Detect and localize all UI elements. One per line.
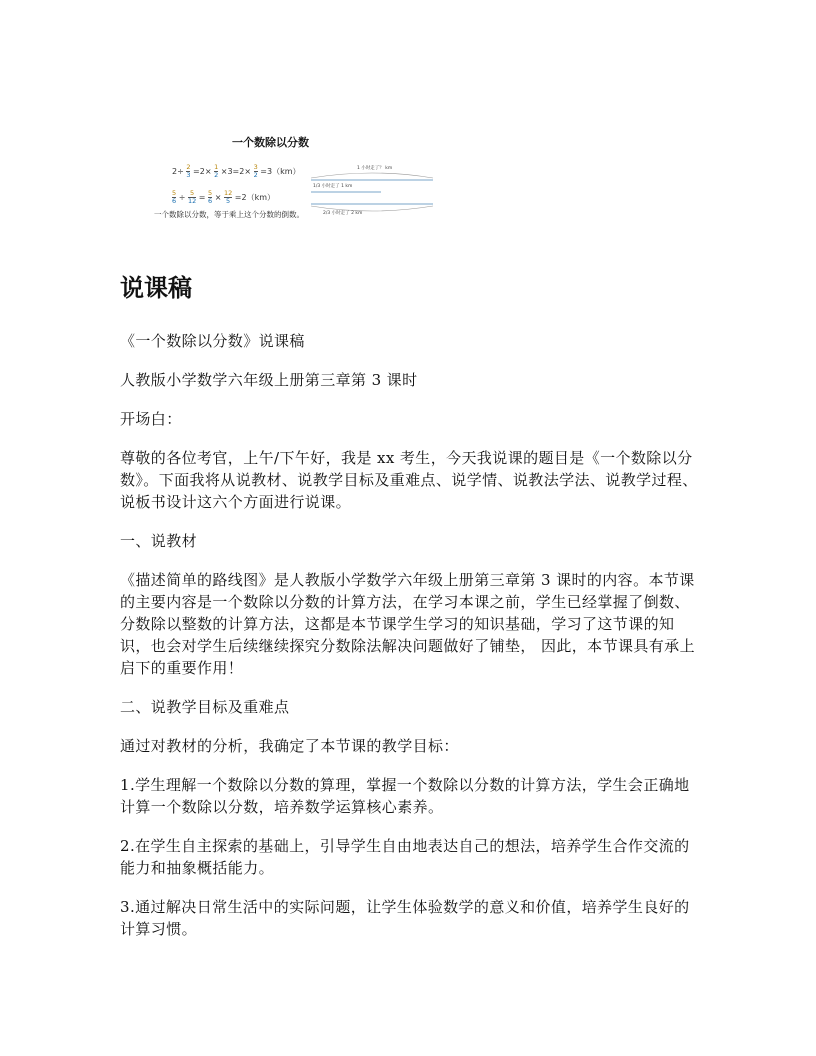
section-heading: 二、说教学目标及重难点 — [120, 698, 290, 716]
fraction: $\frac{3}{2}$ — [253, 163, 258, 179]
fraction: $\frac{5}{6}$ — [208, 189, 213, 205]
board-conclusion: 一个数除以分数，等于乘上这个分数的倒数。 — [154, 210, 304, 219]
fraction: $\frac{5}{12}$ — [187, 189, 197, 205]
formula-text: =2× — [193, 167, 212, 176]
route-label: 2/3 小时走了 2 km — [323, 211, 363, 216]
formula-line-1 — [172, 164, 301, 179]
goals-intro: 通过对教材的分析，我确定了本节课的教学目标： — [120, 737, 459, 755]
formula-text: = — [198, 193, 206, 202]
route-label: 1 小时走了？ km — [357, 166, 393, 171]
formula-text: =2（km） — [234, 193, 275, 202]
textbook-source: 人教版小学数学六年级上册第三章第 3 课时 — [120, 371, 418, 389]
route-diagram — [303, 164, 439, 222]
blackboard-image — [140, 128, 450, 232]
lesson-title: 《一个数除以分数》说课稿 — [120, 332, 305, 350]
fraction: $\frac{2}{3}$ — [186, 163, 191, 179]
formula-text: =3（km） — [260, 167, 301, 176]
opening-paragraph: 尊敬的各位考官，上午/下午好，我是 xx 考生，今天我说课的题目是《一个数除以分数》。下面我将从说教材、说教学目标及重难点、说学情、说教法学法、说教学过程、说板书设计这六个方面进行说课。 — [120, 449, 698, 511]
fraction: $\frac{1}{2}$ — [214, 163, 219, 179]
formula-text: ×3=2× — [220, 167, 252, 176]
fraction: $\frac{5}{6}$ — [172, 189, 177, 205]
opening-label: 开场白： — [120, 410, 182, 428]
section-heading: 一、说教材 — [120, 532, 198, 550]
board-title: 一个数除以分数 — [232, 136, 309, 149]
page-heading: 说课稿 — [120, 274, 192, 302]
goal-item: 1.学生理解一个数除以分数的算理，掌握一个数除以分数的计算方法，学生会正确地计算一个数除以分数，培养数学运算核心素养。 — [120, 776, 690, 816]
goal-item: 3.通过解决日常生活中的实际问题，让学生体验数学的意义和价值，培养学生良好的计算习惯。 — [120, 898, 690, 938]
route-label: 1/3 小时走了 1 km — [313, 184, 353, 189]
formula-text: 2÷ — [172, 167, 184, 176]
formula-text: ÷ — [178, 193, 186, 202]
goal-item: 2.在学生自主探索的基础上，引导学生自由地表达自己的想法，培养学生合作交流的能力和抽象概括能力。 — [120, 837, 690, 877]
formula-line-2 — [172, 190, 275, 205]
textbook-paragraph: 《描述简单的路线图》是人教版小学数学六年级上册第三章第 3 课时的内容。本节课的主要内容是一个数除以分数的计算方法，在学习本课之前，学生已经掌握了倒数、分数除以整数的计算方法，这都是本节课学生学习的知识基础，学习了这节课的知识，也会对学生后续继续探究分数除法解决问题做好了铺垫， 因此，本节课具有承上启下的重要作用！ — [120, 571, 695, 677]
document-body — [120, 330, 700, 957]
fraction: $\frac{12}{5}$ — [223, 189, 233, 205]
formula-text: × — [214, 193, 222, 202]
